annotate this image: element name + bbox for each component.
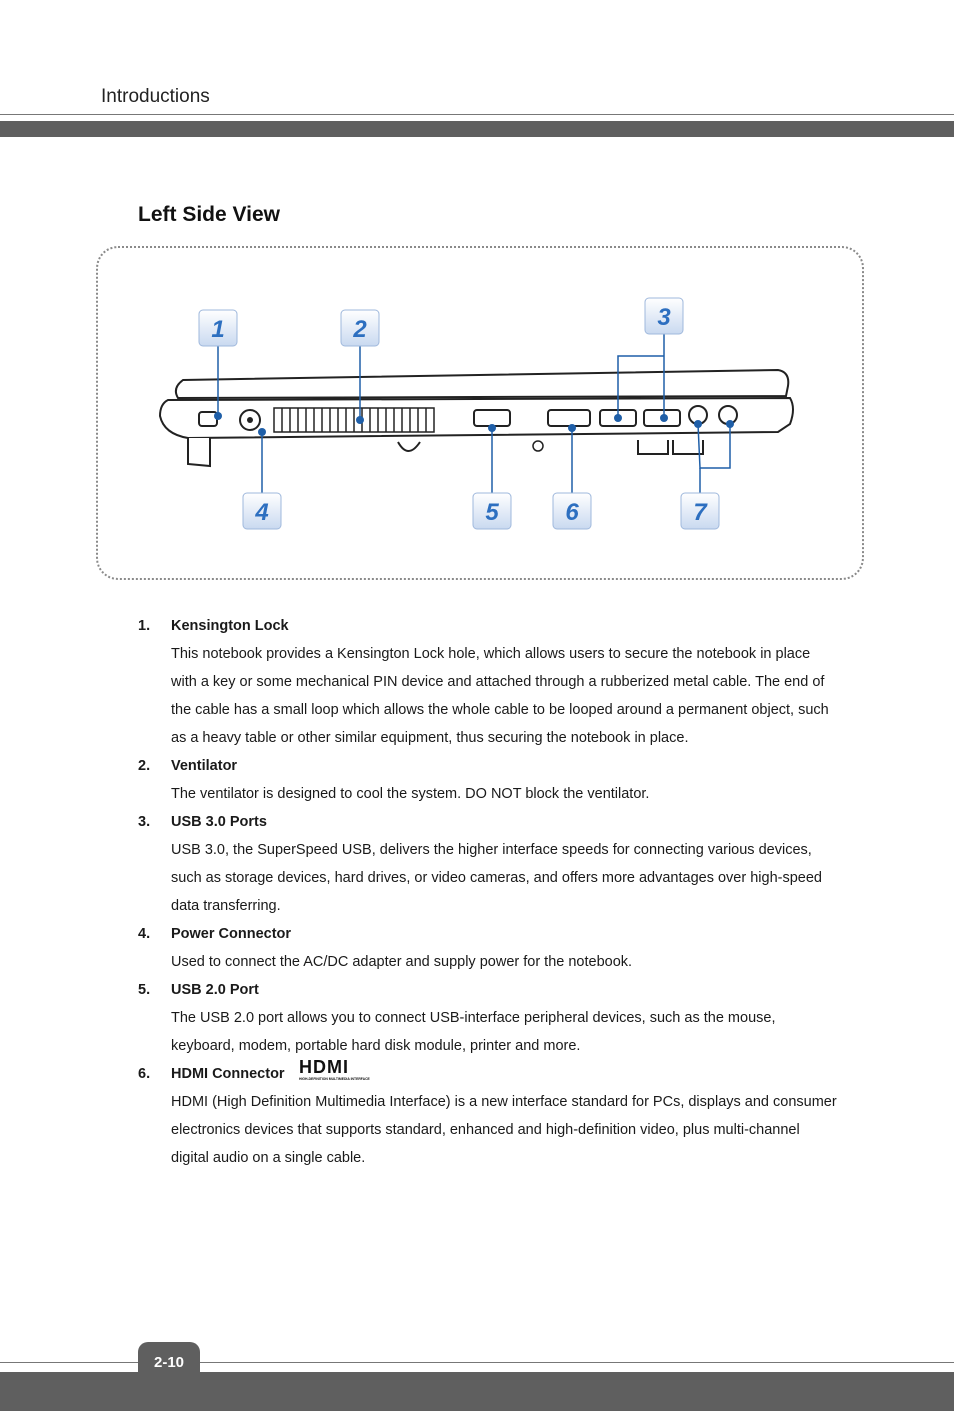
callout-label-2: 2 (353, 316, 367, 343)
ventilator-grille (274, 408, 434, 432)
item-description: The ventilator is designed to cool the system. DO NOT block the ventilator. (171, 786, 650, 802)
item-number: 3. (138, 814, 151, 830)
kensington-lock-slot (199, 412, 217, 426)
item-number: 1. (138, 618, 151, 634)
callout-label-5: 5 (485, 499, 499, 526)
list-item (138, 612, 838, 752)
item-title: Power Connector (171, 926, 292, 942)
callout-badge-7 (681, 493, 719, 529)
list-item (138, 1060, 838, 1172)
item-number: 2. (138, 758, 151, 774)
callout-badge-5 (473, 493, 511, 529)
hdmi-logo-icon (297, 1058, 401, 1090)
page-number: 2-10 (138, 1342, 200, 1382)
left-side-view-figure (96, 246, 864, 580)
callout-label-4: 4 (255, 499, 269, 526)
callout-label-3: 3 (657, 304, 671, 331)
callout-badge-4 (243, 493, 281, 529)
list-item (138, 752, 838, 808)
header-divider (0, 114, 954, 115)
laptop-side-illustration (98, 248, 862, 578)
callout-label-1: 1 (211, 316, 225, 343)
header-bar (0, 121, 954, 137)
list-item (138, 976, 838, 1060)
item-title: HDMI Connector (171, 1066, 285, 1082)
hdmi-logo-tagline: HIGH-DEFINITION MULTIMEDIA INTERFACE (298, 1077, 370, 1081)
feature-list (138, 612, 838, 1172)
item-title: USB 2.0 Port (171, 982, 259, 998)
item-description: This notebook provides a Kensington Lock hole, which allows users to secure the notebook in place with a key or some mechanical PIN device and attached through a rubberized metal cable. The end of the cable has a small loop which allows the whole cable to be looped around a permanent object, such as a heavy table or other similar equipment, thus securing the notebook in place. (171, 646, 829, 746)
callout-badge-1 (199, 310, 237, 346)
list-item (138, 808, 838, 920)
callout-label-6: 6 (565, 499, 579, 526)
item-number: 5. (138, 982, 151, 998)
hdmi-port (548, 410, 590, 426)
callout-badge-6 (553, 493, 591, 529)
list-item (138, 920, 838, 976)
section-title: Left Side View (138, 203, 280, 226)
item-title: Kensington Lock (171, 618, 289, 634)
callout-badge-3 (645, 298, 683, 334)
item-description: The USB 2.0 port allows you to connect USB-interface peripheral devices, such as the mouse, keyboard, modem, portable hard disk module, printer and more. (171, 1010, 776, 1054)
item-number: 4. (138, 926, 151, 942)
item-number: 6. (138, 1066, 151, 1082)
item-description: USB 3.0, the SuperSpeed USB, delivers the higher interface speeds for connecting various devices, such as storage devices, hard drives, or video cameras, and offers more advantages over high-speed data transferring. (171, 842, 822, 914)
callout-label-7: 7 (693, 499, 707, 526)
header-title: Introductions (101, 86, 210, 107)
usb-2-port (474, 410, 510, 426)
hdmi-logo-text: HDMI (298, 1058, 349, 1077)
item-description: HDMI (High Definition Multimedia Interface) is a new interface standard for PCs, displays and consumer electronics devices that supports standard, enhanced and high-definition video, plus multi-channel digital audio on a single cable. (171, 1094, 837, 1166)
item-title: USB 3.0 Ports (171, 814, 267, 830)
item-title: Ventilator (171, 758, 238, 774)
item-description: Used to connect the AC/DC adapter and supply power for the notebook. (171, 954, 633, 970)
callout-badge-2 (341, 310, 379, 346)
